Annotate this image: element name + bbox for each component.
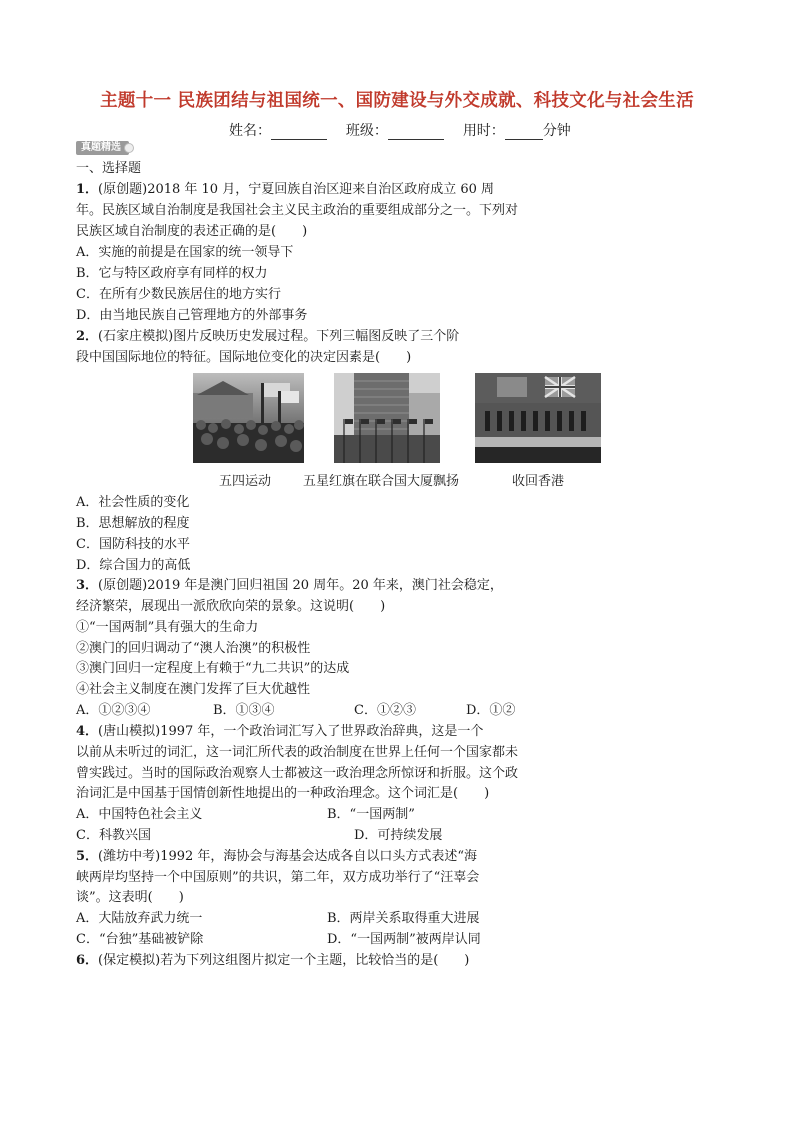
q2-option-d[interactable]: D．综合国力的高低 <box>76 558 191 573</box>
q4-option-d[interactable]: D．可持续发展 <box>354 828 443 843</box>
class-blank[interactable] <box>388 125 444 140</box>
q5-option-b[interactable]: B．两岸关系取得重大进展 <box>327 911 480 926</box>
q4-option-a[interactable]: A．中国特色社会主义 <box>76 807 203 822</box>
q1-option-c[interactable]: C．在所有少数民族居住的地方实行 <box>76 287 281 302</box>
q6-line1 <box>76 952 469 970</box>
section-heading: 一、选择题 <box>76 161 142 176</box>
time-unit: 分钟 <box>542 123 571 139</box>
q4-line2: 以前从未听过的词汇，这一词汇所代表的政治制度在世界上任何一个国家都未 <box>76 745 519 760</box>
q3-option-b[interactable]: B．①③④ <box>213 703 275 718</box>
may-fourth-photo <box>193 373 304 463</box>
q3-line1 <box>76 577 503 595</box>
q3-number: 3． <box>76 578 99 593</box>
q4-line4: 治词汇是中国基于国情创新性地提出的一种政治理念。这个词汇是( ) <box>76 786 490 801</box>
class-label: 班级： <box>345 123 388 139</box>
q3-option-a[interactable]: A．①②③④ <box>76 703 151 718</box>
hk-handover-photo <box>475 373 601 463</box>
q3-option-c[interactable]: C．①②③ <box>354 703 416 718</box>
q1-option-b[interactable]: B．它与特区政府享有同样的权力 <box>76 266 268 281</box>
q1-option-d[interactable]: D．由当地民族自己管理地方的外部事务 <box>76 308 308 323</box>
q4-text-1: (唐山模拟)1997 年，一个政治词汇写入了世界政治辞典，这是一个 <box>98 724 484 739</box>
q3-statement-1: ①“一国两制”具有强大的生命力 <box>76 620 259 635</box>
q3-line2: 经济繁荣，展现出一派欣欣向荣的景象。这说明( ) <box>76 599 386 614</box>
q5-line3: 谈”。这表明( ) <box>76 890 184 905</box>
q1-number: 1． <box>76 182 99 197</box>
q5-option-a[interactable]: A．大陆放弃武力统一 <box>76 911 203 926</box>
q2-option-a[interactable]: A．社会性质的变化 <box>76 495 190 510</box>
page-title: 主题十一 民族团结与祖国统一、国防建设与外交成就、科技文化与社会生活 <box>100 91 694 111</box>
un-building-photo <box>334 373 440 463</box>
q3-statement-3: ③澳门回归一定程度上有赖于“九二共识”的达成 <box>76 661 350 676</box>
caption-hk-return: 收回香港 <box>512 474 565 489</box>
q1-line1 <box>76 181 494 199</box>
q5-line1 <box>76 848 477 866</box>
q2-line1 <box>76 328 459 346</box>
q4-option-b[interactable]: B．“一国两制” <box>327 807 415 822</box>
q2-text-1: (石家庄模拟)图片反映历史发展过程。下列三幅图反映了三个阶 <box>98 329 460 344</box>
q3-option-d[interactable]: D．①② <box>466 703 516 718</box>
q4-line1 <box>76 723 483 741</box>
time-label: 用时： <box>462 123 505 139</box>
q2-option-b[interactable]: B．思想解放的程度 <box>76 516 190 531</box>
name-blank[interactable] <box>271 125 327 140</box>
q6-text-1: (保定模拟)若为下列这组图片拟定一个主题，比较恰当的是( ) <box>98 953 470 968</box>
q5-text-1: (潍坊中考)1992 年，海协会与海基会达成各自以口头方式表述“海 <box>98 849 478 864</box>
q1-line2: 年。民族区域自治制度是我国社会主义民主政治的重要组成部分之一。下列对 <box>76 203 519 218</box>
q6-number: 6． <box>76 953 99 968</box>
q2-option-c[interactable]: C．国防科技的水平 <box>76 537 190 552</box>
q4-line3: 曾实践过。当时的国际政治观察人士都被这一政治理念所惊讶和折服。这个政 <box>76 766 519 781</box>
q3-statement-4: ④社会主义制度在澳门发挥了巨大优越性 <box>76 682 311 697</box>
section-tag: 真题精选 <box>76 141 129 155</box>
caption-may-fourth: 五四运动 <box>219 474 272 489</box>
q5-number: 5． <box>76 849 99 864</box>
q3-statement-2: ②澳门的回归调动了“澳人治澳”的积极性 <box>76 641 311 656</box>
name-label: 姓名： <box>229 123 271 139</box>
time-blank[interactable] <box>505 125 543 140</box>
student-info-line <box>229 120 571 140</box>
q2-number: 2． <box>76 329 99 344</box>
q1-option-a[interactable]: A．实施的前提是在国家的统一领导下 <box>76 245 294 260</box>
caption-un-flag: 五星红旗在联合国大厦飘扬 <box>303 474 460 489</box>
q4-option-c[interactable]: C．科教兴国 <box>76 828 151 843</box>
q5-option-d[interactable]: D．“一国两制”被两岸认同 <box>327 932 481 947</box>
q5-option-c[interactable]: C．“台独”基础被铲除 <box>76 932 204 947</box>
q4-number: 4． <box>76 724 99 739</box>
q1-line3: 民族区域自治制度的表述正确的是( ) <box>76 224 308 239</box>
q5-line2: 峡两岸均坚持一个中国原则”的共识，第二年，双方成功举行了“汪辜会 <box>76 870 480 885</box>
q1-text-1: (原创题)2018 年 10 月，宁夏回族自治区迎来自治区政府成立 60 周 <box>98 182 495 197</box>
q3-text-1: (原创题)2019 年是澳门回归祖国 20 周年。20 年来，澳门社会稳定， <box>98 578 503 593</box>
q2-line2: 段中国国际地位的特征。国际地位变化的决定因素是( ) <box>76 350 412 365</box>
